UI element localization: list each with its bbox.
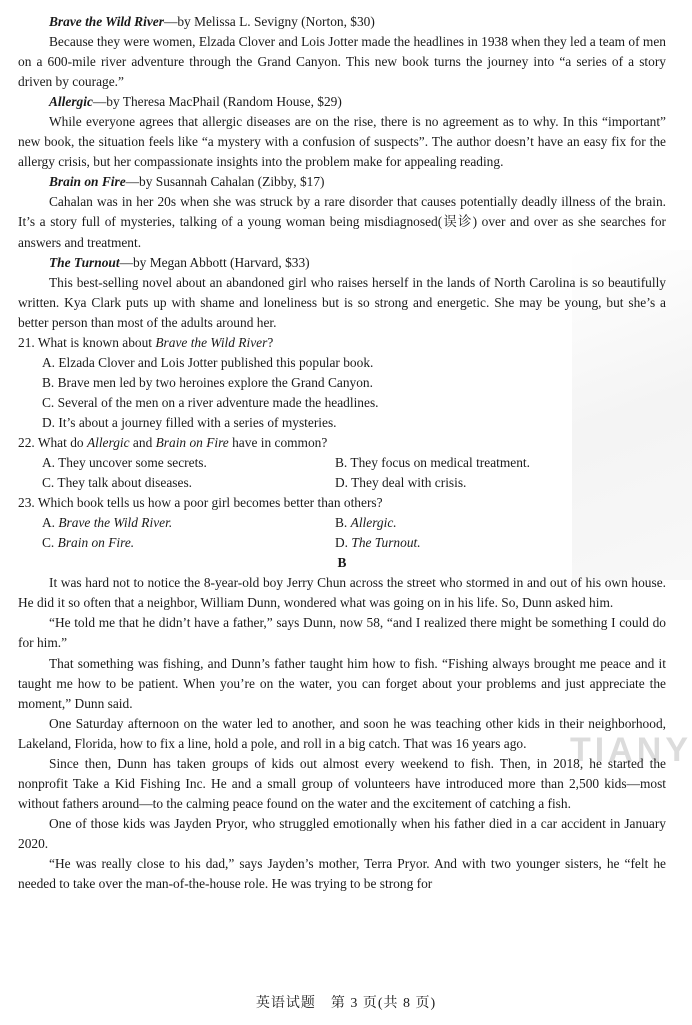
paragraph: “He told me that he didn’t have a father,” says Dunn, now 58, “and I realized there might be something I could do for him.” [18, 615, 666, 651]
question-23 [18, 493, 666, 553]
book-review-1 [18, 12, 666, 92]
passage-b [18, 573, 666, 894]
paragraph: Since then, Dunn has taken groups of kids out almost every weekend to fish. Then, in 2018, he started the nonprofit Take a Kid Fishing Inc. He and a small group of volunteers have introduced more than 2,500 kids—most without fathers around—to the calming peace found on the water and the excitement of catching a fish. [18, 755, 666, 811]
book-description: Cahalan was in her 20s when she was struck by a rare disorder that causes potentially deadly illness of the brain. It’s a story full of mysteries, talking of a young woman being misdiagnosed(误诊) over and over as she searches for answers and treatment. [18, 194, 666, 250]
paragraph: “He was really close to his dad,” says Jayden’s mother, Terra Pryor. And with two younger sisters, he “felt he needed to take over the man-of-the-house role. He was trying to be strong for [18, 855, 666, 892]
option-c: C. Brain on Fire. [42, 535, 135, 551]
option-a: A. Brave the Wild River. [42, 515, 173, 531]
option-d: D. It’s about a journey filled with a series of mysteries. [42, 414, 337, 430]
book-byline: —by Megan Abbott (Harvard, $33) [119, 254, 310, 270]
book-byline: —by Susannah Cahalan (Zibby, $17) [125, 174, 325, 190]
book-title: The Turnout [49, 254, 120, 270]
question-21 [18, 333, 666, 433]
book-review-4 [18, 253, 666, 333]
paragraph: One Saturday afternoon on the water led to another, and soon he was teaching other kids in their neighborhood, Lakeland, Florida, how to fix a line, hold a pole, and roll in a big catch. That was 16 years ago. [18, 715, 666, 751]
page-footer: 英语试题 第 3 页(共 8 页) [255, 996, 437, 1011]
option-c: C. They talk about diseases. [42, 475, 192, 491]
book-description: This best-selling novel about an abandoned girl who raises herself in the lands of North Carolina is so beautifully written. Kya Clark puts up with shame and loneliness but is so strong and energetic. She may be young, but she’s a better person than most of the adults around her. [18, 274, 666, 330]
book-review-3 [18, 172, 666, 252]
paragraph: That something was fishing, and Dunn’s father taught him how to fish. “Fishing always brought me peace and it taught me how to be patient. When you’re on the water, you can forget about your problems and just appreciate the moment,” Dunn said. [18, 655, 666, 711]
book-description: Because they were women, Elzada Clover and Lois Jotter made the headlines in 1938 when they led a team of men on a 600-mile river adventure through the Grand Canyon. This new book turns the journey into “a series of a story driven by courage.” [18, 34, 666, 90]
book-byline: —by Melissa L. Sevigny (Norton, $30) [163, 14, 375, 29]
question-stem: 21. What is known about Brave the Wild River? [18, 334, 274, 350]
book-title: Allergic [49, 94, 93, 110]
option-b: B. Allergic. [335, 515, 397, 531]
paragraph: It was hard not to notice the 8-year-old boy Jerry Chun across the street who stormed in and out of his own house. He did it so often that a neighbor, William Dunn, wondered what was going on in his life. So, Dunn asked him. [18, 575, 666, 611]
book-title: Brain on Fire [49, 174, 126, 190]
book-review-2 [18, 92, 666, 172]
paragraph: One of those kids was Jayden Pryor, who struggled emotionally when his father died in a car accident in January 2020. [18, 815, 666, 851]
exam-page [18, 12, 666, 894]
question-22 [18, 433, 666, 493]
question-stem: 22. What do Allergic and Brain on Fire have in common? [18, 434, 328, 450]
option-d: D. The Turnout. [335, 535, 421, 551]
book-title: Brave the Wild River [49, 14, 164, 29]
option-c: C. Several of the men on a river adventure made the headlines. [42, 394, 379, 410]
section-heading: B [337, 555, 347, 571]
book-byline: —by Theresa MacPhail (Random House, $29) [92, 94, 342, 110]
option-a: A. Elzada Clover and Lois Jotter published this popular book. [42, 354, 374, 370]
watermark-text: TIANY [570, 731, 692, 769]
question-stem: 23. Which book tells us how a poor girl becomes better than others? [18, 495, 383, 511]
option-b: B. They focus on medical treatment. [335, 455, 530, 471]
option-a: A. They uncover some secrets. [42, 455, 207, 471]
book-description: While everyone agrees that allergic diseases are on the rise, there is no agreement as to why. In this “important” new book, the situation feels like “a mystery with a confusion of suspects”. The author doesn’t have an easy fix for the allergy crisis, but her compassionate insights into the problem make for appealing reading. [18, 114, 666, 170]
option-b: B. Brave men led by two heroines explore the Grand Canyon. [42, 374, 373, 390]
option-d: D. They deal with crisis. [335, 475, 467, 491]
